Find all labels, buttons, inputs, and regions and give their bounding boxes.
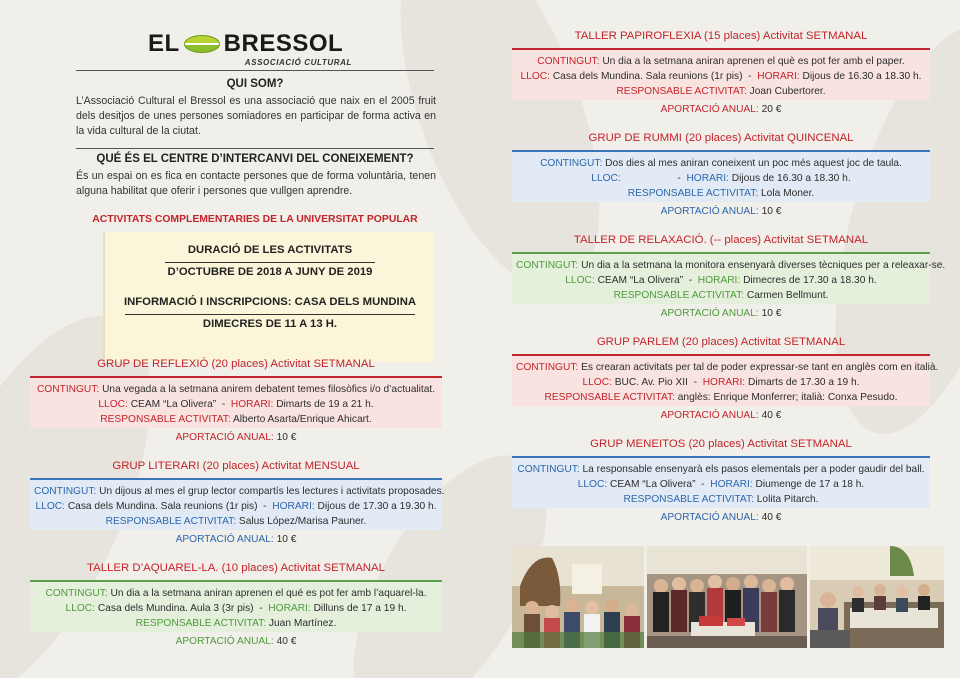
- activity-horari: Dilluns de 17 a 19 h.: [313, 603, 407, 614]
- centre-heading: QUÉ ÉS EL CENTRE D’INTERCANVI DEL CONEIXEMENT?: [96, 153, 414, 165]
- lloc-label: LLOC:: [520, 71, 550, 82]
- aportacio-label: APORTACIÓ ANUAL:: [660, 512, 759, 523]
- inscription-info: INFORMACIÓ I INSCRIPCIONS: CASA DELS MUNDINA: [123, 296, 417, 308]
- contingut-label: CONTINGUT:: [537, 56, 600, 67]
- responsable-label: RESPONSABLE ACTIVITAT:: [105, 516, 237, 527]
- lloc-label: LLOC:: [582, 377, 612, 388]
- qui-som-paragraph: L’Associació Cultural el Bressol es una associació que naix en el 2005 fruit dels desitjos de unes persones somiadores en participar de forma activa en la vida cultural de la ciutat.: [76, 95, 436, 137]
- activity-lloc: CEAM “La Olivera”: [130, 399, 217, 410]
- divider: [165, 262, 375, 263]
- responsable-label: RESPONSABLE ACTIVITAT:: [100, 414, 231, 425]
- activity-horari: Diumenge de 17 a 18 h.: [755, 479, 865, 490]
- qui-som-heading: QUI SOM?: [226, 78, 284, 90]
- aportacio-label: APORTACIÓ ANUAL:: [175, 534, 274, 545]
- activity-card-rummi: [512, 130, 930, 222]
- activity-aportacio: [512, 104, 930, 115]
- activity-title: GRUP PARLEM (20 places) Activitat SETMANAL: [596, 336, 846, 348]
- info-box: [103, 232, 433, 362]
- activity-responsable: anglès: Enrique Monferrer; italià: Conxa Pesudo.: [677, 392, 898, 403]
- centre-paragraph: És un espai on es fica en contacte persones que de forma voluntària, tenen alguna habilitat que oferir i persones que vullgen aprendre.: [76, 170, 436, 197]
- lloc-label: LLOC:: [98, 399, 128, 410]
- activity-details: CONTINGUT: Es crearan activitats per tal de poder expressar-se tant en anglès com en italià. LLOC: BUC. Av. Pio XII - HORARI: Dimarts de 17.30 a 19 h. RESPONSABLE ACTIVITAT: anglès: Enrique Monferrer; italià: Conxa Pesudo.: [512, 354, 930, 406]
- duration-heading: DURACIÓ DE LES ACTIVITATS: [187, 244, 353, 256]
- activity-aportacio: [30, 636, 442, 647]
- contingut-label: CONTINGUT:: [36, 384, 100, 395]
- aportacio-value: 10 €: [761, 308, 782, 319]
- responsable-label: RESPONSABLE ACTIVITAT:: [616, 86, 747, 97]
- activity-contingut: Un dijous al mes el grup lector compartís les lectures i activitats proposades.: [99, 486, 445, 497]
- activity-details: CONTINGUT: Un dia a la setmana aniran aprenen el qué es pot fer amb l’aquarel-la. LLOC: Casa dels Mundina. Aula 3 (3r pis) - HORARI: Dilluns de 17 a 19 h. RESPONSABLE ACTIVITAT: Juan Martínez.: [30, 580, 442, 632]
- activity-responsable: Joan Cubertorer.: [749, 86, 826, 97]
- contingut-label: CONTINGUT:: [516, 260, 579, 271]
- duration-dates: D’OCTUBRE DE 2018 A JUNY DE 2019: [167, 266, 373, 278]
- logo-word-bressol: BRESSOL: [223, 30, 344, 57]
- activity-title: GRUP LITERARI (20 places) Activitat MENSUAL: [112, 460, 360, 472]
- horari-label: HORARI:: [710, 479, 753, 490]
- activity-responsable: Carmen Bellmunt.: [746, 290, 829, 301]
- group-photo-2-image: [647, 546, 807, 648]
- responsable-label: RESPONSABLE ACTIVITAT:: [613, 290, 745, 301]
- activity-responsable: Salus López/Marisa Pauner.: [238, 516, 367, 527]
- aportacio-label: APORTACIÓ ANUAL:: [175, 636, 274, 647]
- divider: [125, 314, 415, 315]
- group-photo-3: [810, 546, 944, 648]
- activity-horari: Dimecres de 17.30 a 18.30 h.: [743, 275, 877, 286]
- activity-responsable: Lolita Pitarch.: [756, 494, 819, 505]
- horari-label: HORARI:: [697, 275, 741, 286]
- inscription-hours: DIMECRES DE 11 A 13 H.: [202, 318, 338, 330]
- responsable-label: RESPONSABLE ACTIVITAT:: [627, 188, 759, 199]
- lloc-label: LLOC:: [591, 173, 621, 184]
- horari-label: HORARI:: [702, 377, 746, 388]
- activity-lloc: CEAM “La Olivera”: [597, 275, 684, 286]
- activity-details: CONTINGUT: Dos dies al mes aniran coneixent un poc més aquest joc de taula. LLOC: - HORARI: Dijous de 16.30 a 18.30 h. RESPONSABLE ACTIVITAT: Lola Moner.: [512, 150, 930, 202]
- responsable-label: RESPONSABLE ACTIVITAT:: [623, 494, 754, 505]
- contingut-label: CONTINGUT:: [540, 158, 603, 169]
- responsable-label: RESPONSABLE ACTIVITAT:: [135, 618, 267, 629]
- responsable-label: RESPONSABLE ACTIVITAT:: [544, 392, 675, 403]
- activity-title: TALLER PAPIROFLEXIA (15 places) Activitat SETMANAL: [574, 30, 868, 42]
- group-photo-2: [647, 546, 807, 648]
- activity-details: CONTINGUT: La responsable ensenyarà els pasos elementals per a poder gaudir del ball. LLOC: CEAM “La Olivera” - HORARI: Diumenge de 17 a 18 h. RESPONSABLE ACTIVITAT: Lolita Pitarch.: [512, 456, 930, 508]
- aportacio-value: 40 €: [761, 512, 782, 523]
- aportacio-label: APORTACIÓ ANUAL:: [660, 206, 759, 217]
- logo-oval-icon: [184, 35, 220, 53]
- logo-word-el: EL: [148, 30, 180, 57]
- activity-responsable: Lola Moner.: [761, 188, 815, 199]
- activity-title: TALLER D’AQUAREL-LA. (10 places) Activitat SETMANAL: [87, 562, 385, 574]
- aportacio-value: 10 €: [761, 206, 782, 217]
- activity-horari: Dimarts de 19 a 21 h.: [276, 399, 374, 410]
- activity-card-literari: [30, 458, 445, 550]
- activitats-heading: ACTIVITATS COMPLEMENTARIES DE LA UNIVERSITAT POPULAR: [92, 214, 418, 225]
- horari-label: HORARI:: [268, 603, 311, 614]
- horari-label: HORARI:: [757, 71, 800, 82]
- aportacio-value: 40 €: [761, 410, 782, 421]
- activity-card-meneitos: [512, 436, 930, 528]
- divider: [76, 148, 434, 149]
- activity-contingut: Una vegada a la setmana anirem debatent temes filosòfics i/o d’actualitat.: [102, 384, 436, 395]
- activity-card-parlem: [512, 334, 939, 426]
- activity-responsable: Juan Martínez.: [268, 618, 337, 629]
- activity-aportacio: [30, 534, 442, 545]
- lloc-label: LLOC:: [565, 275, 595, 286]
- activity-contingut: La responsable ensenyarà els pasos elementals per a poder gaudir del ball.: [582, 464, 925, 475]
- activity-horari: Dimarts de 17.30 a 19 h.: [747, 377, 860, 388]
- activity-card-aquarella: [30, 560, 442, 652]
- aportacio-label: APORTACIÓ ANUAL:: [660, 308, 759, 319]
- activity-aportacio: [512, 410, 930, 421]
- divider: [76, 70, 434, 71]
- contingut-label: CONTINGUT:: [45, 588, 108, 599]
- activity-lloc: Casa dels Mundina. Aula 3 (3r pis): [97, 603, 254, 614]
- group-photo-1: [512, 546, 644, 648]
- activity-aportacio: [512, 512, 930, 523]
- activity-details: CONTINGUT: Un dijous al mes el grup lector compartís les lectures i activitats proposades. LLOC: Casa dels Mundina. Sala reunions (1r pis) - HORARI: Dijous de 17.30 a 19.30 h. RESPONSABLE ACTIVITAT: Salus López/Marisa Pauner.: [30, 478, 442, 530]
- activity-title: GRUP DE RUMMI (20 places) Activitat QUINCENAL: [588, 132, 854, 144]
- activity-title: GRUP MENEITOS (20 places) Activitat SETMANAL: [590, 438, 852, 450]
- photo-strip: [512, 546, 944, 648]
- activity-lloc: CEAM “La Olivera”: [610, 479, 696, 490]
- horari-label: HORARI:: [686, 173, 729, 184]
- aportacio-value: 40 €: [276, 636, 297, 647]
- activity-aportacio: [30, 432, 442, 443]
- aportacio-value: 20 €: [761, 104, 782, 115]
- activity-contingut: Es crearan activitats per tal de poder expressar-se tant en anglès com en italià.: [581, 362, 939, 373]
- contingut-label: CONTINGUT:: [517, 464, 580, 475]
- group-photo-1-image: [512, 546, 644, 648]
- group-photo-3-image: [810, 546, 944, 648]
- activity-lloc: Casa dels Mundina. Sala reunions (1r pis): [552, 71, 743, 82]
- activity-aportacio: [512, 206, 930, 217]
- activity-horari: Dijous de 17.30 a 19.30 h.: [317, 501, 437, 512]
- activity-card-papiroflexia: [512, 28, 930, 120]
- aportacio-value: 10 €: [276, 432, 297, 443]
- aportacio-label: APORTACIÓ ANUAL:: [660, 410, 759, 421]
- activity-responsable: Alberto Asarta/Enrique Ahicart.: [232, 414, 372, 425]
- activity-card-reflexio: [30, 356, 442, 446]
- lloc-label: LLOC:: [577, 479, 608, 490]
- lloc-label: LLOC:: [65, 603, 95, 614]
- activity-contingut: Un dia a la setmana la monitora ensenyarà diverses tècniques per a releaxar-se.: [581, 260, 946, 271]
- activity-aportacio: [512, 308, 930, 319]
- lloc-label: LLOC:: [35, 501, 65, 512]
- activity-details: CONTINGUT: Una vegada a la setmana anirem debatent temes filosòfics i/o d’actualitat. LLOC: CEAM “La Olivera” - HORARI: Dimarts de 19 a 21 h. RESPONSABLE ACTIVITAT: Alberto Asarta/Enrique Ahicart.: [30, 376, 442, 428]
- aportacio-value: 10 €: [276, 534, 297, 545]
- aportacio-label: APORTACIÓ ANUAL:: [660, 104, 759, 115]
- activity-title: GRUP DE REFLEXIÓ (20 places) Activitat SETMANAL: [97, 358, 375, 370]
- activity-contingut: Un dia a la setmana aniran aprenen el qué es pot fer amb l’aquarel-la.: [110, 588, 427, 599]
- activity-horari: Dijous de 16.30 a 18.30 h.: [731, 173, 851, 184]
- logo-subtitle: ASSOCIACIÓ CULTURAL: [244, 58, 352, 67]
- horari-label: HORARI:: [230, 399, 274, 410]
- activity-details: CONTINGUT: Un dia a la setmana la monitora ensenyarà diverses tècniques per a releaxar-se. LLOC: CEAM “La Olivera” - HORARI: Dimecres de 17.30 a 18.30 h. RESPONSABLE ACTIVITAT: Carmen Bellmunt.: [512, 252, 930, 304]
- contingut-label: CONTINGUT:: [516, 362, 579, 373]
- activity-details: CONTINGUT: Un dia a la setmana aniran aprenen el què es pot fer amb el paper. LLOC: Casa dels Mundina. Sala reunions (1r pis) - HORARI: Dijous de 16.30 a 18.30 h. RESPONSABLE ACTIVITAT: Joan Cubertorer.: [512, 48, 930, 100]
- contingut-label: CONTINGUT:: [34, 486, 97, 497]
- aportacio-label: APORTACIÓ ANUAL:: [175, 432, 274, 443]
- activity-contingut: Un dia a la setmana aniran aprenen el què es pot fer amb el paper.: [602, 56, 905, 67]
- horari-label: HORARI:: [272, 501, 315, 512]
- activity-lloc: Casa dels Mundina. Sala reunions (1r pis): [67, 501, 258, 512]
- activity-horari: Dijous de 16.30 a 18.30 h.: [802, 71, 922, 82]
- activity-lloc: BUC. Av. Pio XII: [614, 377, 688, 388]
- activity-title: TALLER DE RELAXACIÓ. (-- places) Activitat SETMANAL: [573, 234, 869, 246]
- activity-card-relaxacio: [512, 232, 946, 324]
- activity-contingut: Dos dies al mes aniran coneixent un poc més aquest joc de taula.: [605, 158, 902, 169]
